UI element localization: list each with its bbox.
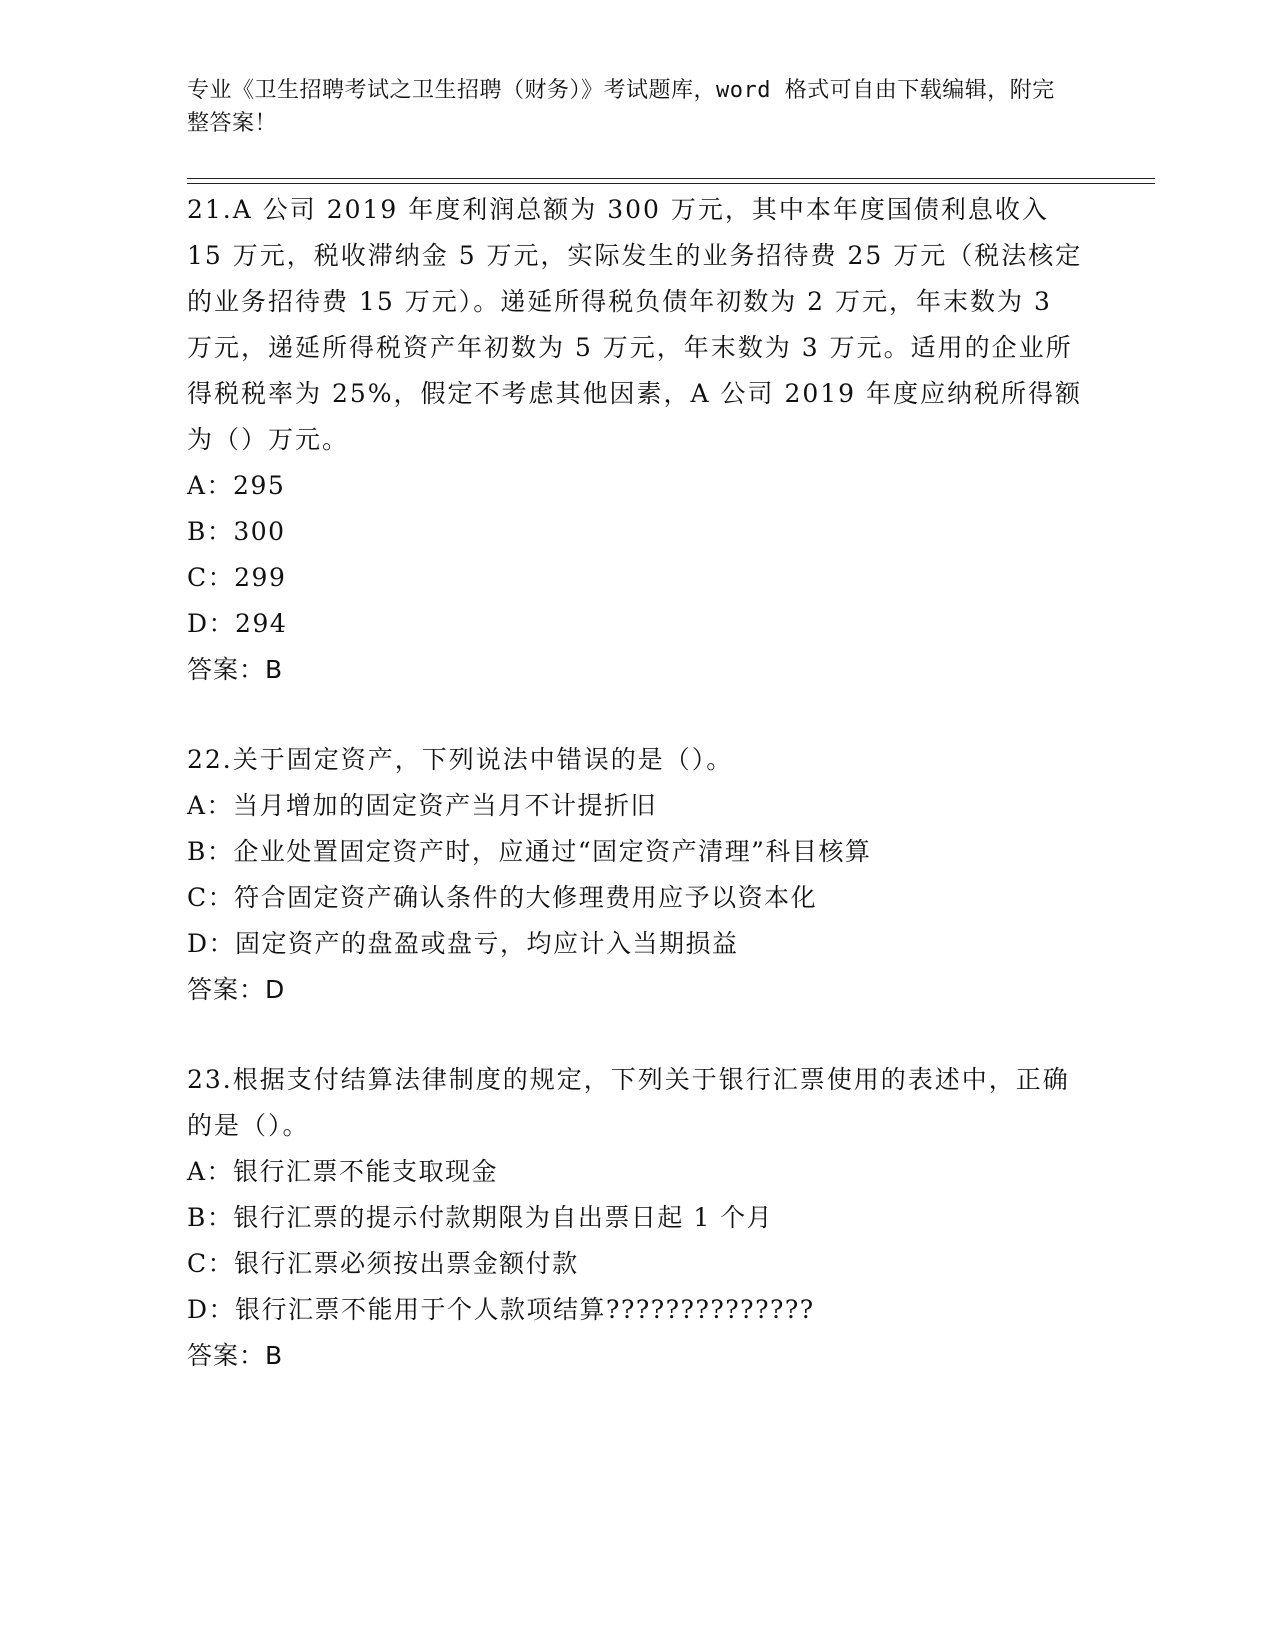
option-c: C：299	[187, 563, 287, 592]
option-b: B：银行汇票的提示付款期限为自出票日起 1 个月	[187, 1203, 774, 1232]
option-c: C：银行汇票必须按出票金额付款	[187, 1249, 579, 1278]
question-stem: 23.根据支付结算法律制度的规定，下列关于银行汇票使用的表述中，正确的是（）。	[187, 1065, 1070, 1140]
header-divider-top	[187, 178, 1155, 179]
question-23	[187, 1057, 1087, 1379]
question-21	[187, 187, 1087, 693]
answer-line: 答案：B	[187, 655, 284, 684]
option-c: C：符合固定资产确认条件的大修理费用应予以资本化	[187, 883, 818, 912]
header-divider-bottom	[187, 183, 1155, 184]
option-a: A：295	[187, 471, 286, 500]
option-d: D：294	[187, 609, 288, 638]
option-a: A：银行汇票不能支取现金	[187, 1157, 499, 1186]
question-22	[187, 737, 1087, 1013]
question-stem: 21.A 公司 2019 年度利润总额为 300 万元，其中本年度国债利息收入 15 万元，税收滞纳金 5 万元，实际发生的业务招待费 25 万元（税法核定的业务招待费 15 万元）。递延所得税负债年初数为 2 万元，年末数为 3 万元，递延所得税资产年初数为 5 万元，年末数为 3 万元。适用的企业所得税税率为 25%，假定不考虑其他因素，A 公司 2019 年度应纳税所得额为（）万元。	[187, 195, 1083, 454]
option-b: B：企业处置固定资产时，应通过“固定资产清理”科目核算	[187, 837, 872, 866]
option-d: D：银行汇票不能用于个人款项结算??????????????	[187, 1295, 815, 1324]
document-header: 专业《卫生招聘考试之卫生招聘（财务）》考试题库，word 格式可自由下载编辑，附完整答案！	[187, 78, 1055, 136]
option-b: B：300	[187, 517, 286, 546]
answer-line: 答案：D	[187, 975, 286, 1004]
option-a: A：当月增加的固定资产当月不计提折旧	[187, 791, 658, 820]
option-d: D：固定资产的盘盈或盘亏，均应计入当期损益	[187, 929, 739, 958]
answer-line: 答案：B	[187, 1341, 284, 1370]
question-stem: 22.关于固定资产，下列说法中错误的是（）。	[187, 745, 734, 774]
